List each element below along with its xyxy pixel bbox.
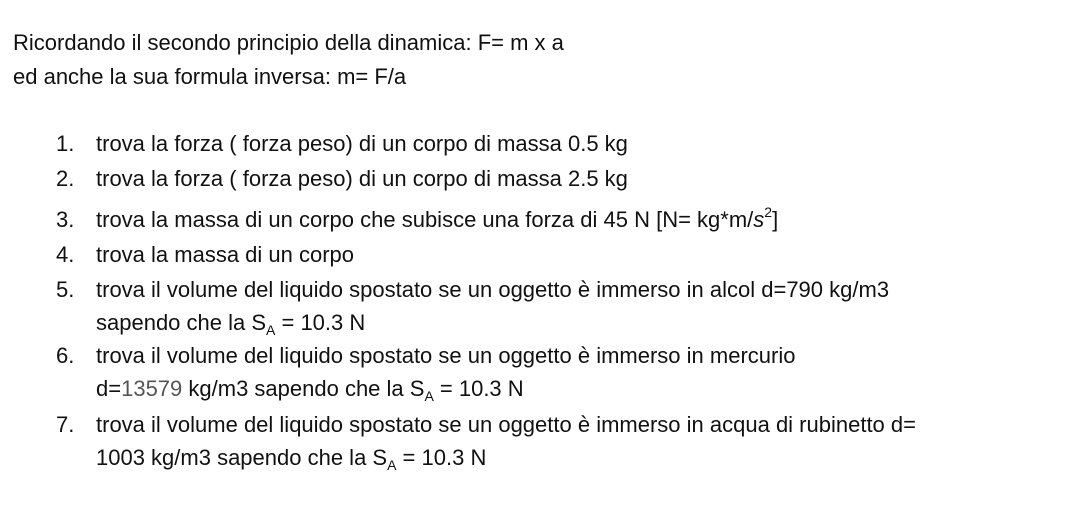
item-number: 4. [56, 242, 75, 267]
subscript-a: A [424, 388, 434, 404]
unit-exponent: 2 [764, 204, 773, 220]
bracket-close: ] [772, 207, 779, 232]
continuation-prefix: 1003 kg/m3 sapendo che la S [96, 445, 388, 470]
item-number: 7. [56, 412, 75, 437]
item-continuation [96, 374, 524, 404]
unit-s: s [753, 207, 765, 232]
item-text: trova la forza ( forza peso) di un corpo di massa 0.5 kg [96, 131, 628, 156]
subscript-a: A [266, 322, 276, 338]
continuation-suffix: = 10.3 N [396, 445, 487, 470]
continuation-lead: d= [96, 376, 122, 401]
item-number: 1. [56, 131, 75, 156]
item-number: 5. [56, 277, 75, 302]
item-text: trova la massa di un corpo che subisce una forza di 45 N [N= kg*m/ [96, 207, 754, 232]
item-number: 2. [56, 166, 75, 191]
intro-inverse-formula-line: ed anche la sua formula inversa: m= F/a [13, 64, 407, 89]
item-text: trova la forza ( forza peso) di un corpo di massa 2.5 kg [96, 166, 628, 191]
item-text: trova il volume del liquido spostato se un oggetto è immerso in alcol d=790 kg/m3 [96, 277, 890, 302]
item-continuation [96, 443, 486, 473]
continuation-suffix: = 10.3 N [433, 376, 524, 401]
item-number: 6. [56, 343, 75, 368]
item-continuation [96, 308, 365, 338]
continuation-prefix: sapendo che la S [96, 310, 267, 335]
subscript-a: A [387, 457, 397, 473]
item-text: trova la massa di un corpo [96, 242, 355, 267]
density-value: 13579 [121, 376, 183, 401]
intro-formula-line: Ricordando il secondo principio della dinamica: F= m x a [13, 30, 564, 55]
item-text: trova il volume del liquido spostato se un oggetto è immerso in mercurio [96, 343, 796, 368]
continuation-prefix: kg/m3 sapendo che la S [182, 376, 425, 401]
item-number: 3. [56, 207, 75, 232]
continuation-suffix: = 10.3 N [275, 310, 366, 335]
item-line [96, 205, 778, 235]
item-text: trova il volume del liquido spostato se un oggetto è immerso in acqua di rubinetto d= [96, 412, 916, 437]
